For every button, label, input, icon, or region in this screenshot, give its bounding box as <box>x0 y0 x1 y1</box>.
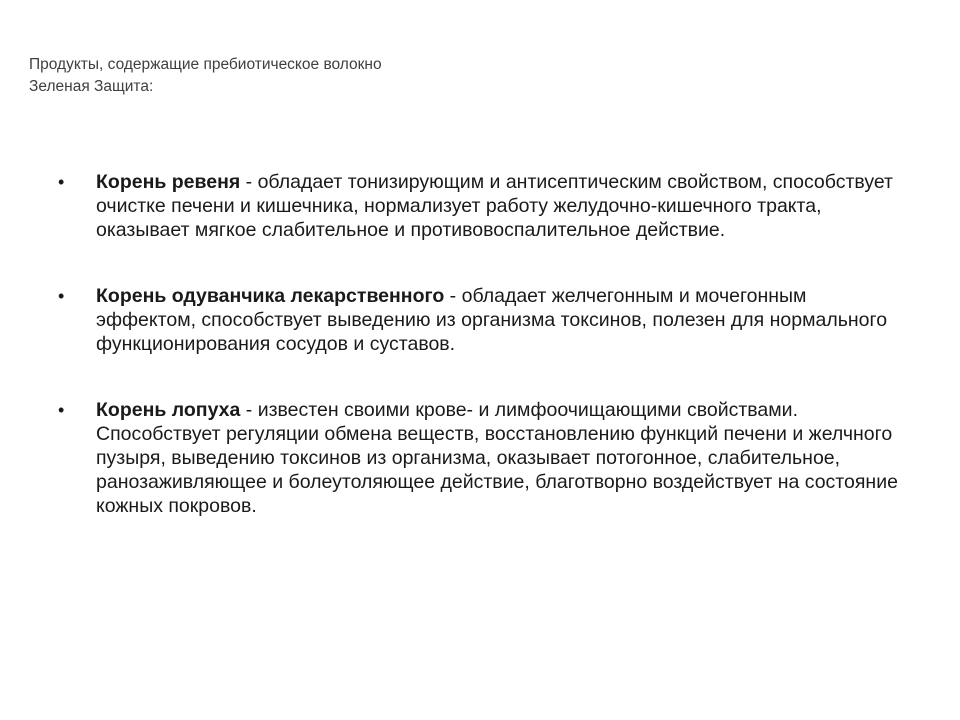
item-description: - обладает тонизирующим и антисептическим свойством, способствует очистке печени и кишечника, нормализует работу желудочно-кишечного тракта, оказывает мягкое слабительное и противовоспалительное действие. <box>96 171 893 241</box>
header-subtitle-line: Зеленая Защита: <box>29 78 154 95</box>
bullet-list <box>58 170 898 518</box>
item-term: Корень лопуха <box>96 399 241 421</box>
item-term: Корень одуванчика лекарственного <box>96 285 445 307</box>
item-term: Корень ревеня <box>96 171 241 193</box>
bullet-icon: • <box>58 172 65 192</box>
item-description: - известен своими крове- и лимфоочищающими свойствами. Способствует регуляции обмена веществ, восстановлению функций печени и желчного пузыря, выведению токсинов из организма, оказывает потогонное, слабительное, ранозаживляющее и болеутоляющее действие, благотворно воздействует на состояние кожных покровов. <box>96 399 898 517</box>
list-item-rhubarb-root <box>58 170 898 242</box>
header-title-line: Продукты, содержащие пребиотическое волокно <box>29 56 382 73</box>
bullet-icon: • <box>58 400 65 420</box>
list-item-dandelion-root <box>58 284 898 356</box>
bullet-icon: • <box>58 286 65 306</box>
slide-header <box>29 54 909 98</box>
item-description: - обладает желчегонным и мочегонным эффектом, способствует выведению из организма токсинов, полезен для нормального функционирования сосудов и суставов. <box>96 285 888 355</box>
list-item-burdock-root <box>58 398 898 518</box>
